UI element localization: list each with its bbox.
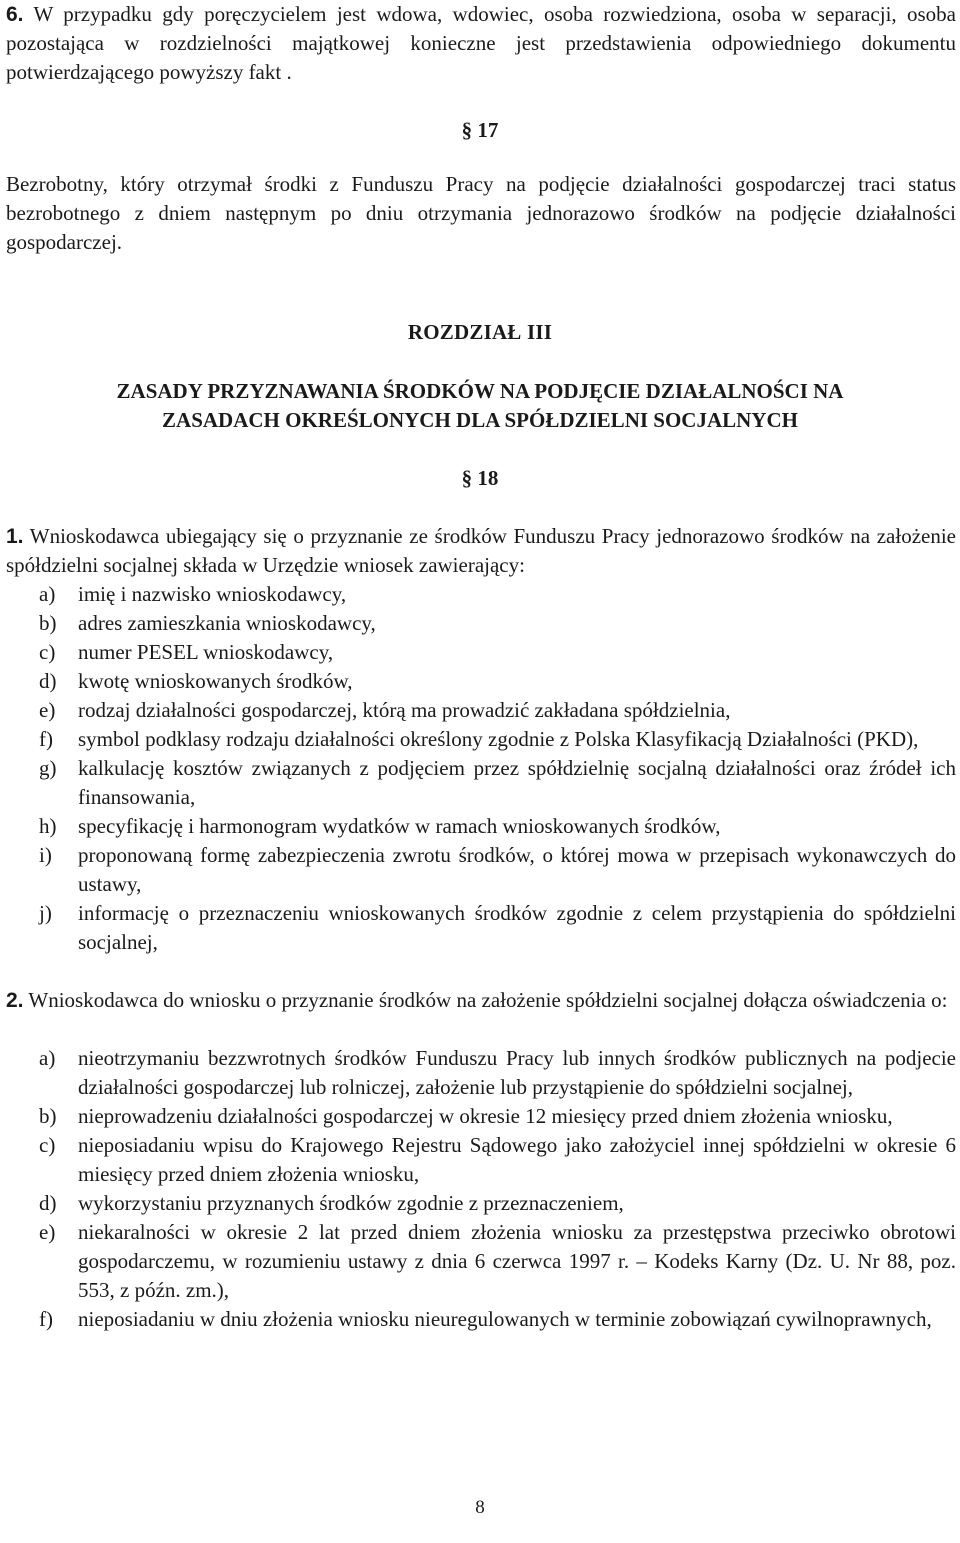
point-2-items (6, 1044, 956, 1334)
item-text: proponowaną formę zabezpieczenia zwrotu środków, o której mowa w przepisach wykonawczych do ustawy, (78, 843, 956, 896)
item-text: nieotrzymaniu bezzwrotnych środków Funduszu Pracy lub innych środków publicznych na podjecie działalności gospodarczej lub rolniczej, założenie lub przystąpienie do spółdzielni socjalnej, (78, 1046, 956, 1099)
item-label: f) (39, 1307, 53, 1331)
list-item (6, 1131, 956, 1189)
point-text: Wnioskodawca ubiegający się o przyznanie ze środków Funduszu Pracy jednorazowo środków na założenie spółdzielni socjalnej składa w Urzędzie wniosek zawierający: (6, 524, 956, 577)
item-text: numer PESEL wnioskodawcy, (78, 640, 334, 664)
item-label: a) (39, 1046, 56, 1070)
list-item (6, 638, 956, 667)
list-item (6, 841, 956, 899)
section-18-point-2 (6, 986, 956, 1015)
item-text: kwotę wnioskowanych środków, (78, 669, 353, 693)
chapter-title: ROZDZIAŁ III (407, 320, 553, 344)
item-label: g) (39, 756, 57, 780)
point-number: 1. (6, 525, 24, 548)
item-text: informację o przeznaczeniu wnioskowanych środków zgodnie z celem przystąpienia do spółdzielni socjalnej, (78, 901, 956, 954)
item-label: c) (39, 1133, 56, 1157)
item-label: j) (39, 901, 52, 925)
item-label: a) (39, 582, 56, 606)
section-17-text: Bezrobotny, który otrzymał środki z Funduszu Pracy na podjęcie działalności gospodarczej traci status bezrobotnego z dniem następnym po dniu otrzymania jednorazowo środków na podjęcie działalności gospodarczej. (6, 172, 956, 254)
section-18-point-1 (6, 522, 956, 580)
item-text: kalkulację kosztów związanych z podjęciem przez spółdzielnię socjalną działalności oraz źródeł ich finansowania, (78, 756, 956, 809)
item-text: niekaralności w okresie 2 lat przed dniem złożenia wniosku za przestępstwa przeciwko obrotowi gospodarczemu, w rozumieniu ustawy z dnia 6 czerwca 1997 r. – Kodeks Karny (Dz. U. Nr 88, poz. 553, z późn. zm.), (78, 1220, 956, 1302)
list-item (6, 667, 956, 696)
item-text: nieposiadaniu w dniu złożenia wniosku nieuregulowanych w terminie zobowiązań cywilnoprawnych, (78, 1307, 932, 1331)
item-label: b) (39, 611, 57, 635)
item-label: c) (39, 640, 56, 664)
list-item (6, 1218, 956, 1305)
item-text: symbol podklasy rodzaju działalności określony zgodnie z Polska Klasyfikacją Działalności (PKD), (78, 727, 919, 751)
chapter-subtitle-line-2: ZASADACH OKREŚLONYCH DLA SPÓŁDZIELNI SOCJALNYCH (162, 408, 798, 432)
item-label: d) (39, 669, 57, 693)
paragraph-number: 6. (6, 3, 24, 26)
list-item (6, 1305, 956, 1334)
item-label: b) (39, 1104, 57, 1128)
item-label: e) (39, 1220, 56, 1244)
list-item (6, 754, 956, 812)
paragraph-6 (6, 0, 956, 87)
section-17-heading: § 17 (461, 118, 499, 142)
item-label: f) (39, 727, 53, 751)
list-item (6, 696, 956, 725)
item-label: h) (39, 814, 57, 838)
item-text: adres zamieszkania wnioskodawcy, (78, 611, 376, 635)
list-item (6, 1044, 956, 1102)
list-item (6, 1189, 956, 1218)
point-1-items (6, 580, 956, 957)
point-number: 2. (6, 989, 24, 1012)
item-label: i) (39, 843, 52, 867)
chapter-subtitle-line-1: ZASADY PRZYZNAWANIA ŚRODKÓW NA PODJĘCIE DZIAŁALNOŚCI NA (116, 379, 844, 403)
page-number: 8 (475, 1497, 485, 1518)
list-item (6, 812, 956, 841)
item-text: nieposiadaniu wpisu do Krajowego Rejestru Sądowego jako założyciel innej spółdzielni w okresie 6 miesięcy przed dniem złożenia wniosku, (78, 1133, 956, 1186)
list-item (6, 609, 956, 638)
paragraph-text: W przypadku gdy poręczycielem jest wdowa, wdowiec, osoba rozwiedziona, osoba w separacji, osoba pozostająca w rozdzielności majątkowej konieczne jest przedstawienia odpowiedniego dokumentu potwierdzającego powyższy fakt . (6, 2, 957, 84)
list-item (6, 899, 956, 957)
item-text: specyfikację i harmonogram wydatków w ramach wnioskowanych środków, (78, 814, 721, 838)
list-item (6, 580, 956, 609)
list-item (6, 725, 956, 754)
item-text: nieprowadzeniu działalności gospodarczej w okresie 12 miesięcy przed dniem złożenia wniosku, (78, 1104, 893, 1128)
item-text: rodzaj działalności gospodarczej, którą ma prowadzić zakładana spółdzielnia, (78, 698, 731, 722)
item-text: wykorzystaniu przyznanych środków zgodnie z przeznaczeniem, (78, 1191, 624, 1215)
list-item (6, 1102, 956, 1131)
item-text: imię i nazwisko wnioskodawcy, (78, 582, 347, 606)
item-label: d) (39, 1191, 57, 1215)
section-18-heading: § 18 (461, 466, 499, 490)
point-text: Wnioskodawca do wniosku o przyznanie środków na założenie spółdzielni socjalnej dołącza oświadczenia o: (28, 988, 948, 1012)
item-label: e) (39, 698, 56, 722)
